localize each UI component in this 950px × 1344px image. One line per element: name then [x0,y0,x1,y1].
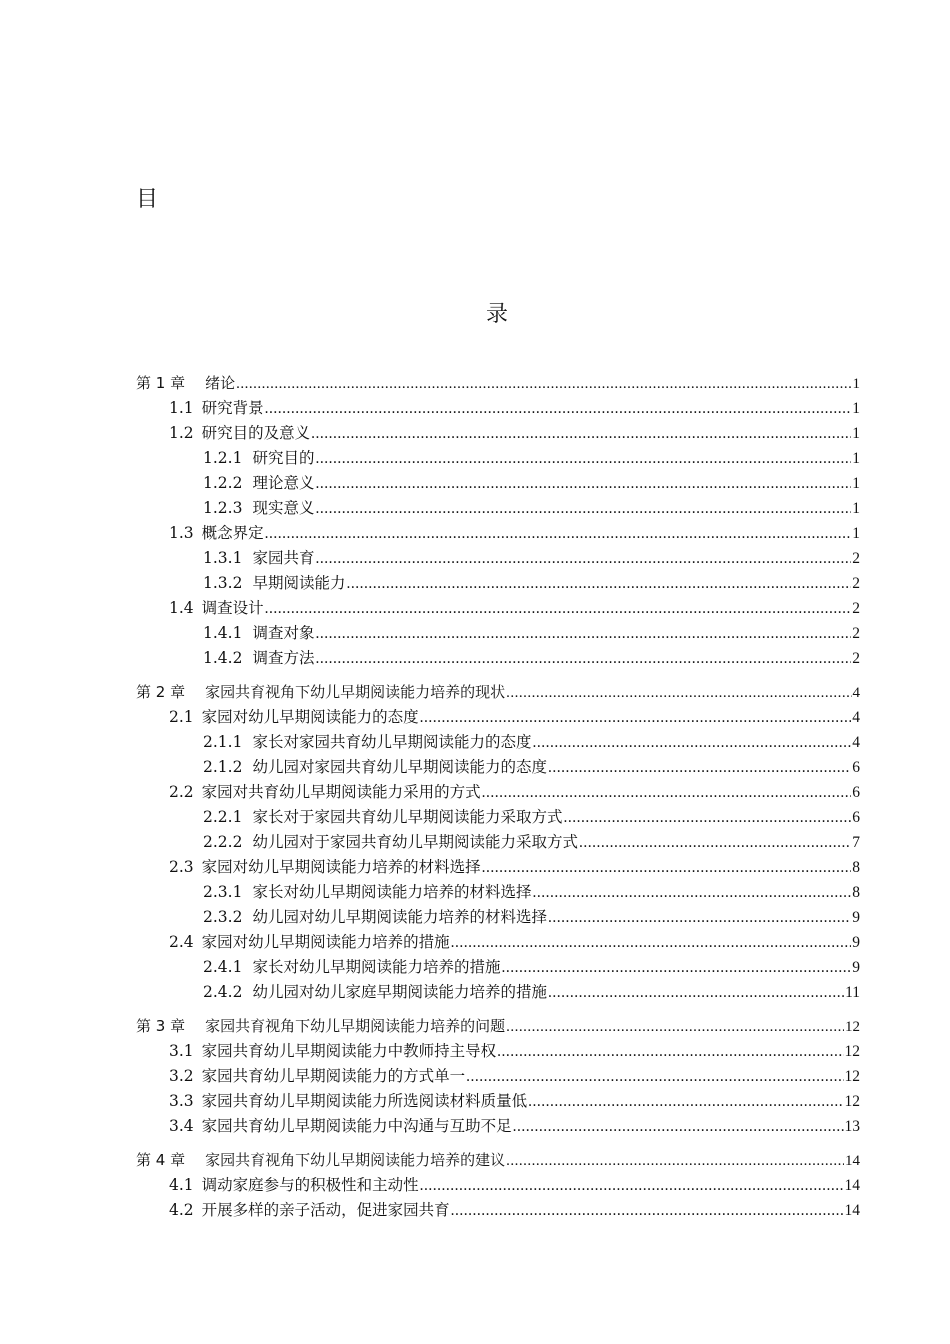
toc-page-number: 6 [852,759,860,776]
toc-entry-title: 调查设计 [201,599,264,617]
toc-entry-title: 幼儿园对幼儿家庭早期阅读能力培养的措施 [252,983,547,1001]
toc-entry-title: 开展多样的亲子活动，促进家园共育 [201,1201,450,1219]
toc-entry[interactable] [136,471,860,496]
toc-entry-number: 2.2.1 [203,808,243,826]
toc-entry-title: 理论意义 [252,474,315,492]
toc-entry[interactable] [136,780,860,805]
toc-page-number: 1 [852,400,860,417]
toc-entry-title: 早期阅读能力 [252,574,346,592]
toc-dot-leader [315,621,851,646]
toc-dot-leader [265,521,852,546]
toc-entry-number: 第 1 章 [136,374,186,392]
toc-entry-title: 家园共育视角下幼儿早期阅读能力培养的问题 [205,1017,506,1035]
toc-entry[interactable] [136,730,860,755]
toc-entry-title: 家园共育视角下幼儿早期阅读能力培养的现状 [205,683,506,701]
toc-chapter-entry[interactable] [136,371,860,396]
toc-entry-title: 家园共育幼儿早期阅读能力的方式单一 [201,1067,466,1085]
toc-entry-title: 家园共育幼儿早期阅读能力中教师持主导权 [201,1042,497,1060]
toc-page-number: 4 [852,709,860,726]
toc-page-number: 6 [852,784,860,801]
toc-entry[interactable] [136,1064,860,1089]
toc-entry[interactable] [136,646,860,671]
toc-entry[interactable] [136,421,860,446]
table-of-contents [136,371,860,1223]
toc-page-number: 12 [844,1093,860,1110]
toc-entry[interactable] [136,496,860,521]
toc-dot-leader [579,830,851,855]
toc-entry[interactable] [136,830,860,855]
toc-entry-title: 家园对共育幼儿早期阅读能力采用的方式 [201,783,481,801]
toc-entry-number: 2.3.2 [203,908,243,926]
toc-title-part-1: 目 [136,187,159,212]
toc-entry-title: 概念界定 [201,524,264,542]
toc-dot-leader [532,880,851,905]
toc-entry[interactable] [136,446,860,471]
toc-dot-leader [482,780,852,805]
toc-entry-title: 家园对幼儿早期阅读能力培养的措施 [201,933,450,951]
toc-page-number: 1 [852,425,860,442]
toc-entry-number: 3.4 [169,1117,194,1135]
toc-entry-number: 2.1.2 [203,758,243,776]
toc-page-number: 1 [852,500,860,517]
toc-page-number: 13 [844,1118,860,1135]
toc-entry-number: 3.2 [169,1067,194,1085]
toc-entry-title: 调查方法 [252,649,315,667]
toc-entry[interactable] [136,546,860,571]
toc-page-number: 9 [852,934,860,951]
toc-dot-leader [532,730,851,755]
toc-entry-title: 家长对幼儿早期阅读能力培养的措施 [252,958,501,976]
toc-entry-number: 第 4 章 [136,1151,186,1169]
toc-entry-title: 家园对幼儿早期阅读能力培养的材料选择 [201,858,481,876]
toc-dot-leader [466,1064,843,1089]
toc-entry-title: 家园共育幼儿早期阅读能力中沟通与互助不足 [201,1117,512,1135]
toc-entry-number: 2.3 [169,858,194,876]
toc-page-number: 2 [852,550,860,567]
toc-entry[interactable] [136,905,860,930]
toc-entry-number: 第 2 章 [136,683,186,701]
toc-entry-number: 1.3 [169,524,194,542]
toc-dot-leader [482,855,852,880]
toc-page-number: 9 [852,909,860,926]
toc-entry-number: 1.2.3 [203,499,243,517]
toc-entry-number: 3.3 [169,1092,194,1110]
toc-entry-number: 1.4 [169,599,194,617]
toc-entry[interactable] [136,805,860,830]
toc-entry[interactable] [136,621,860,646]
toc-chapter-entry[interactable] [136,1148,860,1173]
toc-page-number: 12 [845,1019,860,1035]
toc-page-number: 2 [852,575,860,592]
toc-dot-leader [506,1015,844,1040]
toc-entry-number: 2.4 [169,933,194,951]
toc-title-part-2: 录 [486,302,509,327]
toc-entry-number: 1.2.1 [203,449,243,467]
toc-dot-leader [236,372,851,397]
toc-dot-leader [315,496,851,521]
toc-entry[interactable] [136,855,860,880]
toc-entry[interactable] [136,930,860,955]
toc-entry-number: 2.4.2 [203,983,243,1001]
toc-page-number: 1 [852,376,860,392]
toc-entry[interactable] [136,596,860,621]
toc-entry-number: 1.3.1 [203,549,243,567]
toc-page-number: 14 [844,1177,860,1194]
toc-dot-leader [315,446,851,471]
toc-entry[interactable] [136,1173,860,1198]
toc-dot-leader [513,1114,844,1139]
toc-entry-title: 家长对家园共育幼儿早期阅读能力的态度 [252,733,532,751]
toc-entry-title: 家园共育幼儿早期阅读能力所选阅读材料质量低 [201,1092,528,1110]
toc-dot-leader [548,755,851,780]
toc-entry[interactable] [136,1114,860,1139]
toc-entry[interactable] [136,1039,860,1064]
toc-dot-leader [501,955,851,980]
toc-entry-number: 2.3.1 [203,883,243,901]
toc-dot-leader [420,1173,844,1198]
toc-entry[interactable] [136,396,860,421]
toc-dot-leader [420,705,852,730]
toc-entry-number: 1.1 [169,399,194,417]
toc-entry-number: 2.1.1 [203,733,243,751]
toc-dot-leader [315,646,851,671]
toc-dot-leader [548,980,844,1005]
toc-page-number: 4 [852,734,860,751]
toc-entry-number: 第 3 章 [136,1017,186,1035]
toc-page-number: 4 [852,685,860,701]
toc-entry-title: 家园共育 [252,549,315,567]
toc-dot-leader [497,1039,843,1064]
toc-entry[interactable] [136,705,860,730]
toc-entry-title: 幼儿园对于家园共育幼儿早期阅读能力采取方式 [252,833,578,851]
toc-page-number: 9 [852,959,860,976]
toc-entry-number: 4.2 [169,1201,194,1219]
toc-dot-leader [311,421,851,446]
toc-entry-number: 2.4.1 [203,958,243,976]
toc-entry[interactable] [136,571,860,596]
toc-entry-number: 2.1 [169,708,194,726]
toc-dot-leader [346,571,851,596]
toc-entry[interactable] [136,1089,860,1114]
toc-entry-number: 2.2 [169,783,194,801]
toc-entry-number: 1.4.1 [203,624,243,642]
toc-page-number: 6 [852,809,860,826]
toc-entry-title: 家长对幼儿早期阅读能力培养的材料选择 [252,883,532,901]
toc-dot-leader [451,1198,844,1223]
toc-entry-title: 研究目的及意义 [201,424,311,442]
toc-page-number: 14 [844,1202,860,1219]
toc-entry-number: 3.1 [169,1042,194,1060]
toc-entry-title: 幼儿园对幼儿早期阅读能力培养的材料选择 [252,908,547,926]
toc-page-number: 11 [845,984,860,1001]
toc-dot-leader [548,905,851,930]
toc-entry[interactable] [136,880,860,905]
toc-entry-number: 1.4.2 [203,649,243,667]
toc-entry[interactable] [136,1198,860,1223]
toc-entry-number: 1.3.2 [203,574,243,592]
toc-entry-number: 1.2 [169,424,194,442]
toc-chapter-entry[interactable] [136,680,860,705]
toc-entry-title: 家长对于家园共育幼儿早期阅读能力采取方式 [252,808,563,826]
toc-entry-number: 1.2.2 [203,474,243,492]
toc-entry-number: 4.1 [169,1176,194,1194]
toc-entry-title: 家园对幼儿早期阅读能力的态度 [201,708,419,726]
toc-page-number: 1 [852,450,860,467]
toc-entry-title: 调查对象 [252,624,315,642]
toc-entry-title: 研究目的 [252,449,315,467]
toc-entry[interactable] [136,755,860,780]
toc-chapter-entry[interactable] [136,1014,860,1039]
toc-page-number: 8 [852,859,860,876]
toc-page-number: 2 [852,600,860,617]
toc-dot-leader [265,396,852,421]
toc-page-number: 2 [852,650,860,667]
toc-page-number: 12 [844,1068,860,1085]
toc-dot-leader [528,1089,843,1114]
toc-dot-leader [563,805,851,830]
toc-dot-leader [315,471,851,496]
toc-page-number: 12 [844,1043,860,1060]
toc-entry[interactable] [136,521,860,546]
toc-dot-leader [506,1149,844,1174]
toc-page-number: 1 [852,525,860,542]
toc-entry-title: 现实意义 [252,499,315,517]
toc-entry[interactable] [136,955,860,980]
toc-page-number: 8 [852,884,860,901]
toc-entry-title: 家园共育视角下幼儿早期阅读能力培养的建议 [205,1151,506,1169]
toc-dot-leader [265,596,852,621]
toc-page-number: 1 [852,475,860,492]
toc-page-number: 2 [852,625,860,642]
toc-entry[interactable] [136,980,860,1005]
toc-entry-title: 研究背景 [201,399,264,417]
toc-dot-leader [315,546,851,571]
toc-entry-title: 调动家庭参与的积极性和主动性 [201,1176,419,1194]
toc-dot-leader [506,681,851,706]
toc-page-number: 14 [845,1153,860,1169]
toc-page-number: 7 [852,834,860,851]
toc-entry-number: 2.2.2 [203,833,243,851]
toc-entry-title: 绪论 [205,374,236,392]
toc-dot-leader [451,930,852,955]
toc-entry-title: 幼儿园对家园共育幼儿早期阅读能力的态度 [252,758,547,776]
